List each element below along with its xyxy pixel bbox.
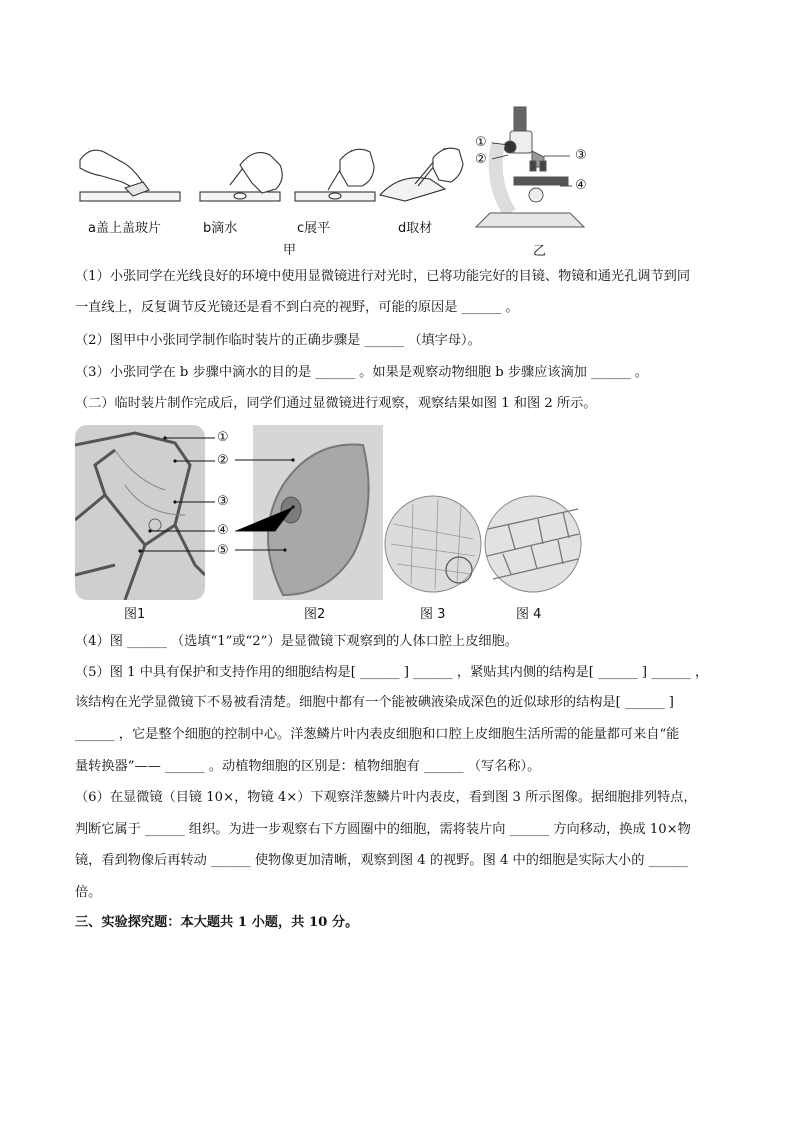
fig1-marker-4: ④ [217,523,229,538]
fig1-marker-5: ⑤ [217,543,229,558]
microscope-marker-4: ④ [575,178,587,193]
figure-1-label-lines [130,430,220,555]
microscope-marker-1: ① [475,135,487,150]
q5-line1: （5）图 1 中具有保护和支持作用的细胞结构是[ ______ ] ______ ，紧贴其内侧的结构是[ ______ ] ______ ， [75,665,709,680]
microscope-icon [476,107,584,227]
q1-line1: （1）小张同学在光线良好的环境中使用显微镜进行对光时，已将功能完好的目镜、物镜和通光孔调节到同 [75,269,691,284]
microscope-marker-2: ② [475,152,487,167]
q4-text: （4）图 ______ （选填“1”或“2”）是显微镜下观察到的人体口腔上皮细胞。 [75,634,518,649]
q6-line2: 判断它属于 ______ 组织。为进一步观察右下方圆圈中的细胞，需将装片向 ______ 方向移动，换成 10×物 [75,822,691,837]
q5-line3: ______ ，它是整个细胞的控制中心。洋葱鳞片叶内表皮细胞和口腔上皮细胞生活所需的能量都可来自“能 [75,727,680,742]
fig1-marker-2: ② [217,453,229,468]
q5-line4: 量转换器”—— ______ 。动植物细胞的区别是：植物细胞有 ______ （写名称）。 [75,759,541,774]
figure-3-field [383,494,483,594]
fig2-caption: 图2 [304,607,326,622]
fig1-marker-3: ③ [217,494,229,509]
q6-line4: 倍。 [75,885,102,900]
q6-line3: 镜，看到物像后再转动 ______ 使物像更加清晰，观察到图 4 的视野。图 4 中的细胞是实际大小的 ______ [75,853,689,868]
step-c-illustration [295,149,375,201]
fig1-marker-1: ① [217,430,229,445]
step-b-caption: b滴水 [203,221,238,236]
q6-line1: （6）在显微镜（目镜 10×，物镜 4×）下观察洋葱鳞片叶内表皮，看到图 3 所示图像。据细胞排列特点， [75,790,697,805]
q2-text: （2）图甲中小张同学制作临时装片的正确步骤是 ______ （填字母）。 [75,333,481,348]
fig3-caption: 图 3 [420,607,446,622]
figure-4-field [483,494,583,594]
figure-jia-steps [70,140,470,220]
q1-line2: 一直线上，反复调节反光镜还是看不到白亮的视野，可能的原因是 ______ 。 [75,300,519,315]
step-d-illustration [380,148,463,201]
microscope-marker-3: ③ [575,148,587,163]
figure-2-label-lines [235,455,295,555]
fig1-caption: 图1 [124,607,146,622]
part2-intro: （二）临时装片制作完成后，同学们通过显微镜进行观察，观察结果如图 1 和图 2 所示。 [75,396,597,411]
section3-heading: 三、实验探究题：本大题共 1 小题，共 10 分。 [75,915,359,930]
step-d-caption: d取材 [398,221,433,236]
step-c-caption: c展平 [297,221,331,236]
figure-yi-microscope [470,103,600,233]
q3-text: （3）小张同学在 b 步骤中滴水的目的是 ______ 。如果是观察动物细胞 b 步骤应该滴加 ______ 。 [75,365,649,380]
q5-line2: 该结构在光学显微镜下不易被看清楚。细胞中都有一个能被碘液染成深色的近似球形的结构是[ ______ ] [75,695,674,710]
step-a-caption: a盖上盖玻片 [88,221,161,236]
figure-yi-label: 乙 [533,244,547,259]
fig4-caption: 图 4 [516,607,542,622]
step-a-illustration [80,150,180,201]
step-b-illustration [200,153,282,201]
figure-jia-label: 甲 [283,243,297,258]
